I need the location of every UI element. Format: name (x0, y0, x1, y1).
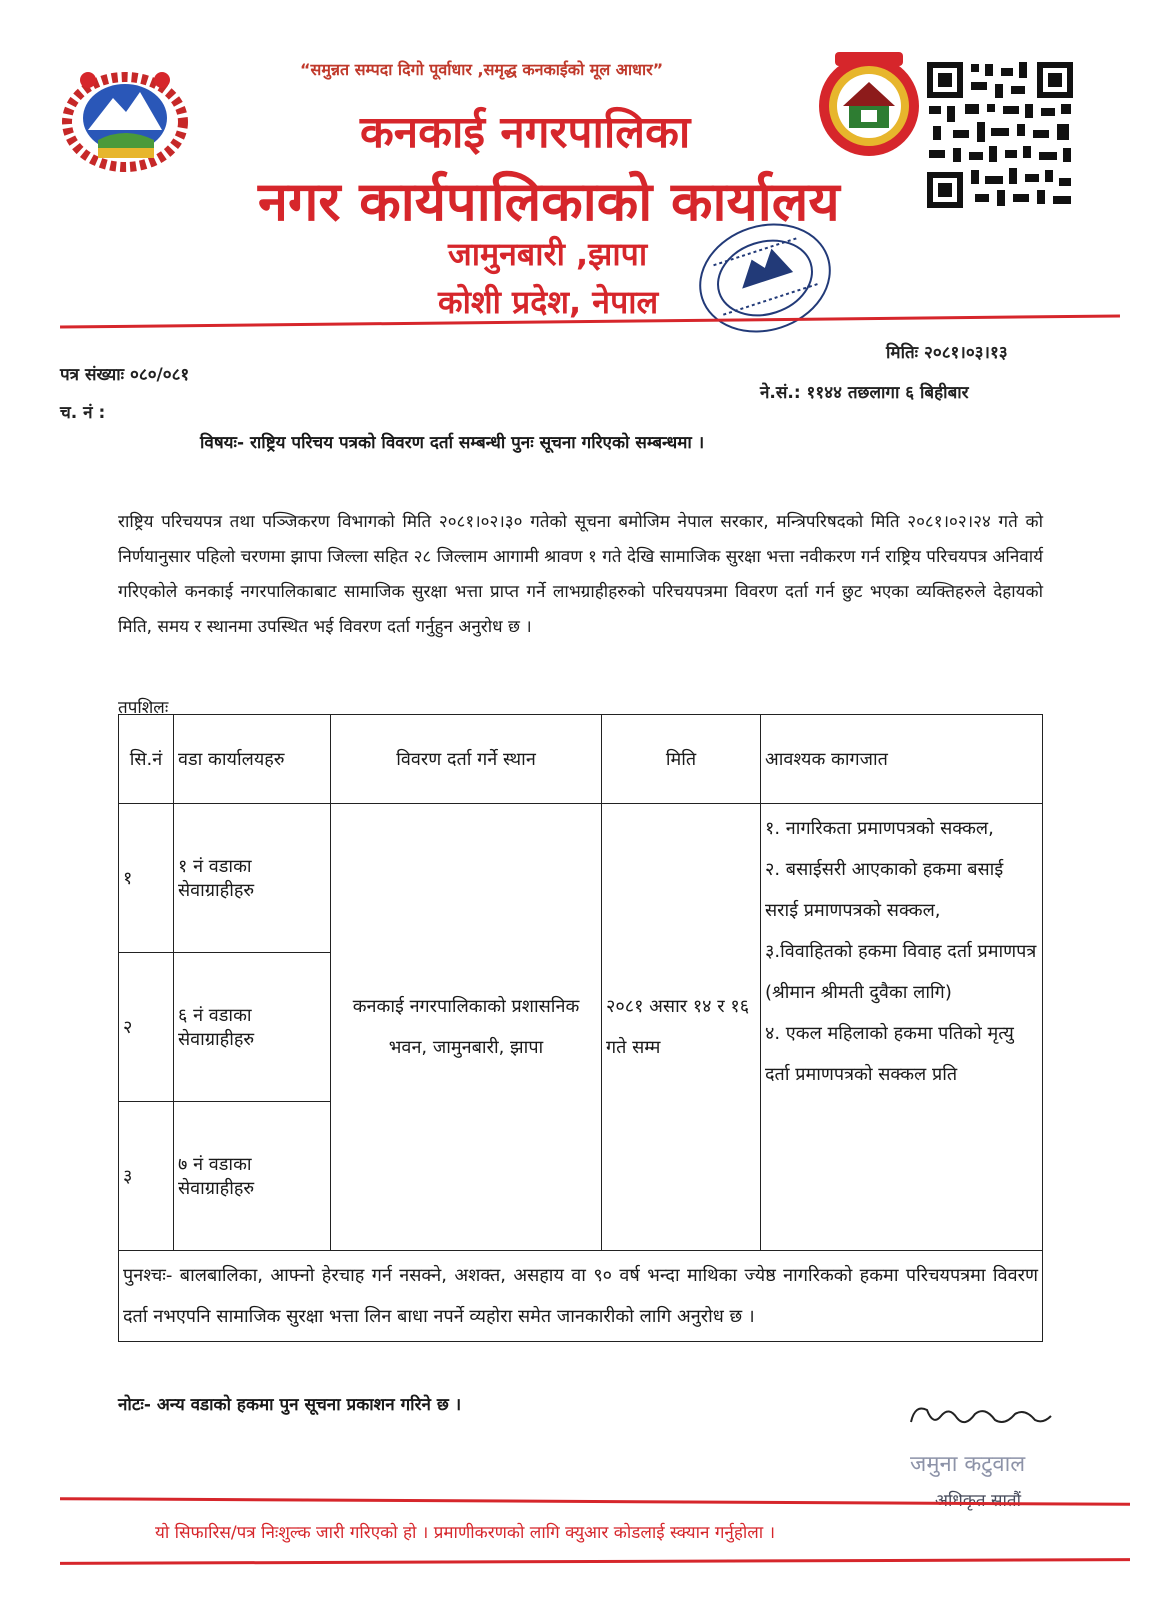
postscript: पुनश्चः- बालबालिका, आफ्नो हेरचाह गर्न नसक्ने, अशक्त, असहाय वा ९० वर्ष भन्दा माथिका ज्येष्ठ नागरिकको हकमा परिचयपत्रमा विवरण दर्ता नभएपनि सामाजिक सुरक्षा भत्ता लिन बाधा नपर्ने व्यहोरा समेत जानकारीको लागि अनुरोध छ । (119, 1251, 1043, 1342)
letter-date: मितिः २०८१।०३।१३ (886, 343, 1008, 363)
header-ward: वडा कार्यालयहरु (174, 715, 331, 804)
qr-code-icon (925, 60, 1075, 210)
row-sn: ३ (119, 1102, 174, 1251)
document-item: ४. एकल महिलाको हकमा पतिको मृत्यु दर्ता प्रमाणपत्रको सक्कल प्रति (765, 1023, 1014, 1085)
municipality-logo-icon (815, 48, 923, 160)
row-ward: १ नं वडाका सेवाग्राहीहरु (174, 804, 331, 953)
registration-date: २०८१ असार १४ र १६ गते सम्म (602, 804, 761, 1251)
row-ward: ६ नं वडाका सेवाग्राहीहरु (174, 953, 331, 1102)
footer-divider-bottom (60, 1558, 1130, 1565)
document-item: २. बसाईसरी आएकाको हकमा बसाई सराई प्रमाणपत्रको सक्कल, (765, 859, 1004, 921)
document-item: १. नागरिकता प्रमाणपत्रको सक्कल, (765, 818, 994, 839)
body-paragraph: राष्ट्रिय परिचयपत्र तथा पञ्जिकरण विभागको मिति २०८१।०२।३० गतेको सूचना बमोजिम नेपाल सरकार, मन्त्रिपरिषदको मिति २०८१।०२।२४ गते को निर्णयानुसार पहिलो चरणमा झापा जिल्ला सहित २८ जिल्लाम आगामी श्रावण १ गते देखि सामाजिक सुरक्षा भत्ता नवीकरण गर्न राष्ट्रिय परिचयपत्र अनिवार्य गरिएकोले कनकाई नगरपालिकाबाट सामाजिक सुरक्षा भत्ता प्राप्त गर्ने लाभग्राहीहरुको परिचयपत्रमा विवरण दर्ता गर्न छुट भएका व्यक्तिहरुले देहायको मिति, समय र स्थानमा उपस्थित भई विवरण दर्ता गर्नुहुन अनुरोध छ । (118, 512, 1043, 637)
nepal-sambat-date: ने.सं.: ११४४ तछलागा ६ बिहीबार (760, 383, 969, 403)
postscript-row (119, 1251, 1043, 1342)
required-documents (761, 804, 1043, 1251)
slogan: “समुन्नत सम्पदा दिगो पूर्वाधार ,समृद्ध कनकाईको मूल आधार” (300, 60, 664, 79)
signatory-post: अधिकृत सातौं (935, 1491, 1021, 1511)
signature-icon (905, 1398, 1055, 1434)
table-row (119, 804, 1043, 953)
signatory-name: जमुना कटुवाल (910, 1452, 1026, 1477)
note: नोटः- अन्य वडाको हकमा पुन सूचना प्रकाशन गरिने छ । (118, 1395, 462, 1415)
address-line-2: कोशी प्रदेश, नेपाल (438, 283, 659, 321)
municipality-name: कनकाई नगरपालिका (360, 107, 691, 158)
table-header-row (119, 715, 1043, 804)
office-stamp-icon (690, 210, 840, 345)
registration-place: कनकाई नगरपालिकाको प्रशासनिक भवन, जामुनबारी, झापा (331, 804, 602, 1251)
office-name: नगर कार्यपालिकाको कार्यालय (258, 170, 840, 233)
subject-line: विषयः- राष्ट्रिय परिचय पत्रको विवरण दर्ता सम्बन्धी पुनः सूचना गरिएको सम्बन्धमा । (200, 433, 705, 453)
nepal-emblem-icon (58, 60, 193, 175)
schedule-table (118, 714, 1043, 1342)
chalani-number: च. नं : (60, 403, 106, 423)
header-sn: सि.नं (119, 715, 174, 804)
details-label: तपशिलः (118, 698, 169, 718)
row-sn: १ (119, 804, 174, 953)
header-date: मिति (602, 715, 761, 804)
header-place: विवरण दर्ता गर्ने स्थान (331, 715, 602, 804)
letter-number: पत्र संख्याः ०८०/०८१ (60, 365, 190, 385)
document-item: ३.विवाहितको हकमा विवाह दर्ता प्रमाणपत्र (श्रीमान श्रीमती दुवैका लागि) (765, 941, 1037, 1003)
footer-note: यो सिफारिस/पत्र निःशुल्क जारी गरिएको हो । प्रमाणीकरणको लागि क्युआर कोडलाई स्क्यान गर्नुहोला । (155, 1523, 776, 1543)
row-sn: २ (119, 953, 174, 1102)
address-line-1: जामुनबारी ,झापा (448, 235, 648, 273)
row-ward: ७ नं वडाका सेवाग्राहीहरु (174, 1102, 331, 1251)
header-docs: आवश्यक कागजात (761, 715, 1043, 804)
